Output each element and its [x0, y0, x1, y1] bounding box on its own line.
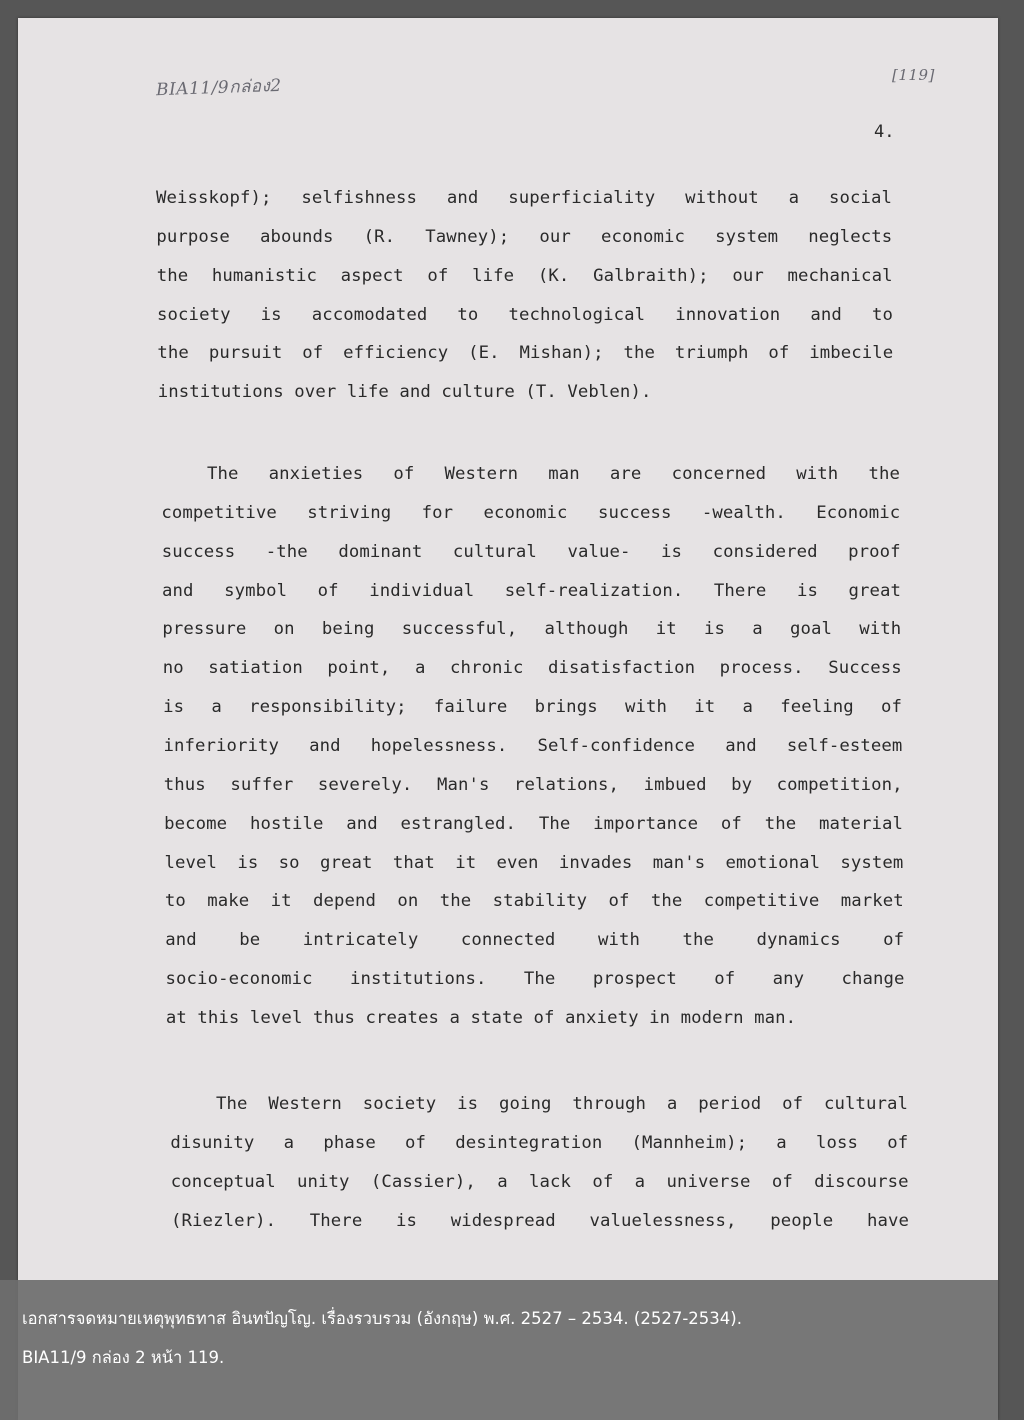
handwritten-archive-reference: BIA11/9กล่อง2: [155, 75, 283, 101]
text-line: competitive striving for economic success -wealth. Economic: [161, 502, 901, 523]
text-line: thus suffer severely. Man's relations, imbued by competition,: [163, 774, 903, 795]
text-line: the humanistic aspect of life (K. Galbraith); our mechanical: [156, 265, 893, 286]
caption-reference: BIA11/9 กล่อง 2 หน้า 119.: [22, 1348, 225, 1367]
text-line: purpose abounds (R. Tawney); our economic system neglects: [156, 226, 893, 247]
text-line: pressure on being successful, although it is a goal with: [162, 619, 902, 640]
text-line: The Western society is going through a period of cultural: [216, 1094, 908, 1114]
text-line: The anxieties of Western man are concerned with the: [207, 464, 900, 484]
text-line: and symbol of individual self-realization. There is great: [162, 580, 902, 601]
document-page: [18, 18, 998, 1420]
text-line: level is so great that it even invades man's emotional system: [164, 852, 904, 873]
handwritten-folio-number: [119]: [892, 66, 935, 84]
text-line: disunity a phase of desintegration (Mannheim); a loss of: [170, 1132, 909, 1153]
text-line: conceptual unity (Cassier), a lack of a universe of discourse: [170, 1171, 909, 1192]
text-line: Weisskopf); selfishness and superficiality without a social: [156, 188, 892, 208]
page-number: 4.: [874, 122, 895, 142]
text-line: the pursuit of efficiency (E. Mishan); the triumph of imbecile: [157, 343, 894, 364]
text-line: no satiation point, a chronic disatisfaction process. Success: [162, 658, 902, 679]
text-line: at this level thus creates a state of anxiety in modern man.: [165, 1007, 797, 1028]
text-line: society is accomodated to technological innovation and to: [157, 304, 893, 325]
text-line: to make it depend on the stability of the competitive market: [164, 891, 904, 912]
text-line: socio-economic institutions. The prospect of any change: [165, 969, 905, 990]
text-line: inferiority and hopelessness. Self-confidence and self-esteem: [163, 735, 903, 756]
text-line: (Riezler). There is widespread valuelessness, people have: [171, 1210, 910, 1231]
text-line: become hostile and estrangled. The importance of the material: [164, 813, 904, 834]
text-line: is a responsibility; failure brings with it a feeling of: [163, 697, 902, 718]
text-line: success -the dominant cultural value- is considered proof: [161, 541, 901, 562]
text-line: institutions over life and culture (T. Veblen).: [157, 382, 652, 403]
archive-caption: [0, 1280, 998, 1420]
text-line: and be intricately connected with the dynamics of: [165, 930, 905, 951]
caption-title: เอกสารจดหมายเหตุพุทธทาส อินทปัญโญ. เรื่องรวบรวม (อังกฤษ) พ.ศ. 2527 – 2534. (2527-2534).: [22, 1309, 742, 1328]
